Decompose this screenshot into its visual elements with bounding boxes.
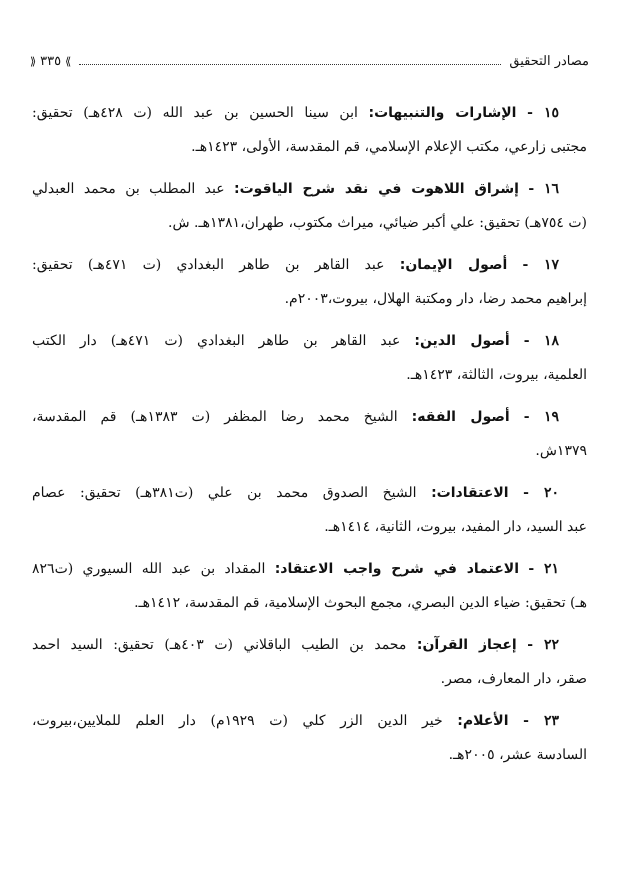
entry-number: ١٧ -: [522, 257, 560, 273]
entry-number: ١٩ -: [523, 409, 560, 425]
entry-heading: الاعتقادات:: [431, 485, 509, 501]
entry-heading: الإشارات والتنبيهات:: [368, 105, 517, 121]
entry-text: محمد بن الطيب الباقلاني (ت ٤٠٣هـ) تحقيق: السيد احمد: [32, 637, 407, 653]
entry-text: عبد المطلب بن محمد العبدلي: [32, 181, 225, 197]
entry-text: خير الدين الزر كلي (ت ١٩٢٩م) دار العلم للملايين،بيروت،: [32, 713, 443, 729]
bibliography-list: [32, 96, 587, 780]
entry-number: ١٨ -: [523, 333, 559, 349]
entry-heading: الأعلام:: [457, 713, 509, 729]
page-number-box: [30, 54, 71, 69]
entry-line: [32, 248, 587, 282]
entry-text: الشيخ الصدوق محمد بن علي (ت٣٨١هـ) تحقيق: عصام: [32, 485, 417, 501]
entry-heading: إشراق اللاهوت في نقد شرح الياقوت:: [234, 181, 519, 197]
entry-continuation: إبراهيم محمد رضا، دار ومكتبة الهلال، بيروت،٢٠٠٣م.: [284, 291, 587, 307]
entry-continuation: هـ) تحقيق: ضياء الدين البصري، مجمع البحوث الإسلامية، قم المقدسة، ١٤١٢هـ.: [134, 595, 587, 611]
entry-number: ٢١ -: [528, 561, 560, 577]
bibliography-entry-23: [32, 704, 587, 772]
entry-text: عبد القاهر بن طاهر البغدادي (ت ٤٧١هـ) تحقيق:: [32, 257, 385, 273]
entry-heading: أصول الإيمان:: [399, 257, 508, 273]
bibliography-entry-19: [32, 400, 587, 468]
running-title: مصادر التحقيق: [509, 53, 589, 69]
ornament-left: ⟪: [30, 54, 37, 68]
entry-text: المقداد بن عبد الله السيوري (ت٨٢٦: [32, 561, 266, 577]
entry-line: [32, 400, 587, 434]
entry-continuation: السادسة عشر، ٢٠٠٥هـ.: [448, 747, 587, 763]
entry-continuation: العلمية، بيروت، الثالثة، ١٤٢٣هـ.: [406, 367, 587, 383]
entry-line: [32, 476, 587, 510]
page-number: ٣٣٥: [40, 53, 62, 69]
entry-continuation: مجتبى زارعي، مكتب الإعلام الإسلامي، قم المقدسة، الأولى، ١٤٢٣هـ.: [191, 139, 587, 155]
bibliography-entry-20: [32, 476, 587, 544]
bibliography-entry-16: [32, 172, 587, 240]
entry-heading: أصول الدين:: [414, 333, 510, 349]
bibliography-entry-21: [32, 552, 587, 620]
entry-number: ٢٢ -: [527, 637, 559, 653]
entry-continuation: صقر، دار المعارف، مصر.: [440, 671, 587, 687]
entry-line: [32, 324, 587, 358]
entry-line: [32, 704, 587, 738]
entry-text: الشيخ محمد رضا المظفر (ت ١٣٨٣هـ) قم المقدسة،: [32, 409, 398, 425]
entry-line: [32, 96, 587, 130]
entry-continuation: ١٣٧٩ش.: [535, 443, 587, 459]
leader-dots: [79, 64, 501, 65]
entry-heading: أصول الفقه:: [411, 409, 510, 425]
entry-line: [32, 628, 587, 662]
bibliography-entry-15: [32, 96, 587, 164]
entry-number: ٢٣ -: [523, 713, 560, 729]
entry-number: ٢٠ -: [523, 485, 559, 501]
bibliography-entry-22: [32, 628, 587, 696]
bibliography-entry-17: [32, 248, 587, 316]
entry-number: ١٥ -: [527, 105, 559, 121]
bibliography-entry-18: [32, 324, 587, 392]
page-header: [30, 46, 589, 76]
entry-heading: إعجاز القرآن:: [416, 637, 517, 653]
entry-continuation: عبد السيد، دار المفيد، بيروت، الثانية، ١٤١٤هـ.: [324, 519, 587, 535]
ornament-right: ⟫: [65, 54, 72, 68]
entry-line: [32, 552, 587, 586]
entry-number: ١٦ -: [528, 181, 560, 197]
entry-line: [32, 172, 587, 206]
entry-continuation: (ت ٧٥٤هـ) تحقيق: علي أكبر ضيائي، ميراث مكتوب، طهران،١٣٨١هـ. ش.: [168, 215, 587, 231]
entry-heading: الاعتماد في شرح واجب الاعتقاد:: [274, 561, 520, 577]
entry-text: عبد القاهر بن طاهر البغدادي (ت ٤٧١هـ) دار الكتب: [32, 333, 401, 349]
entry-text: ابن سينا الحسين بن عبد الله (ت ٤٢٨هـ) تحقيق:: [32, 105, 358, 121]
